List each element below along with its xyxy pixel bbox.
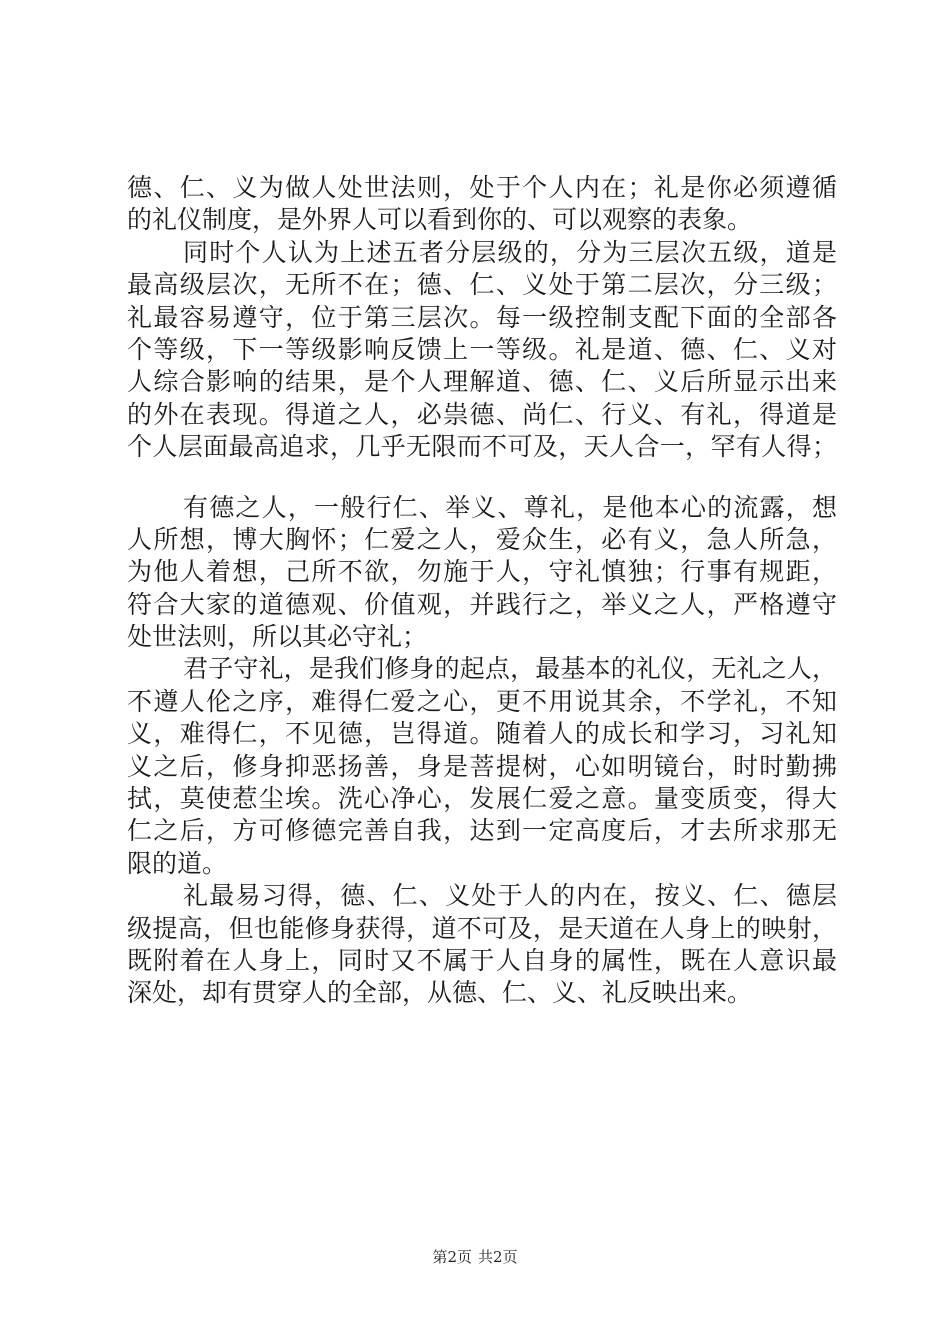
text-line: 有德之人，一般行仁、举义、尊礼，是他本心的流露，想: [183, 492, 837, 522]
text-line: 不遵人伦之序，难得仁爱之心，更不用说其余，不学礼，不知: [127, 686, 837, 716]
text-line: 礼最易习得，德、仁、义处于人的内在，按义、仁、德层: [183, 881, 837, 911]
text-line: 仁之后，方可修德完善自我，达到一定高度后，才去所求那无: [127, 816, 837, 846]
total-label: 共: [478, 1248, 494, 1266]
text-line: 既附着在人身上，同时又不属于人自身的属性，既在人意识最: [127, 945, 837, 975]
text-line: 义，难得仁，不见德，岂得道。随着人的成长和学习，习礼知: [127, 719, 837, 749]
document-body: [127, 172, 837, 1010]
paragraph: [127, 237, 837, 464]
text-line: 级提高，但也能修身获得，道不可及，是天道在人身上的映射，: [127, 913, 837, 943]
text-line: 最高级层次，无所不在；德、仁、义处于第二层次，分三级；: [127, 270, 837, 300]
paragraph: [127, 653, 837, 880]
text-line: 为他人着想，己所不欲，勿施于人，守礼慎独；行事有规距，: [127, 557, 837, 587]
text-line: 义之后，修身抑恶扬善，身是菩提树，心如明镜台，时时勤拂: [127, 751, 837, 781]
paragraph-gap: [127, 464, 837, 492]
text-line: 君子守礼，是我们修身的起点，最基本的礼仪，无礼之人，: [183, 654, 837, 684]
text-line: 的外在表现。得道之人，必祟德、尚仁、行义、有礼，得道是: [127, 399, 837, 429]
text-line: 符合大家的道德观、价值观，并践行之，举义之人，严格遵守: [127, 589, 837, 619]
text-line: 个等级，下一等级影响反馈上一等级。礼是道、德、仁、义对: [127, 334, 837, 364]
paragraph: [127, 172, 837, 237]
text-line: 的礼仪制度，是外界人可以看到你的、可以观察的表象。: [127, 205, 753, 235]
page-label: 第: [432, 1248, 448, 1266]
total-unit: 页: [502, 1248, 518, 1266]
paragraph: [127, 492, 837, 654]
text-line: 人综合影响的结果，是个人理解道、德、仁、义后所显示出来: [127, 367, 837, 397]
text-line: 人所想，博大胸怀；仁爱之人，爱众生，必有义，急人所急，: [127, 524, 837, 554]
page-unit: 页: [456, 1248, 472, 1266]
text-line: 深处，却有贯穿人的全部，从德、仁、义、礼反映出来。: [127, 978, 753, 1008]
text-line: 个人层面最高追求，几乎无限而不可及，天人合一，罕有人得；: [127, 432, 837, 462]
text-line: 同时个人认为上述五者分层级的，分为三层次五级，道是: [183, 237, 837, 267]
text-line: 处世法则，所以其必守礼；: [127, 622, 428, 652]
text-line: 礼最容易遵守，位于第三层次。每一级控制支配下面的全部各: [127, 302, 837, 332]
text-line: 德、仁、义为做人处世法则，处于个人内在；礼是你必须遵循: [127, 173, 837, 202]
page-number: 2: [447, 1248, 457, 1266]
total-number: 2: [493, 1248, 503, 1266]
text-line: 拭，莫使惹尘埃。洗心净心，发展仁爱之意。量变质变，得大: [127, 784, 837, 814]
page-footer: [0, 1247, 950, 1267]
paragraph: [127, 880, 837, 1010]
text-line: 限的道。: [127, 848, 228, 878]
